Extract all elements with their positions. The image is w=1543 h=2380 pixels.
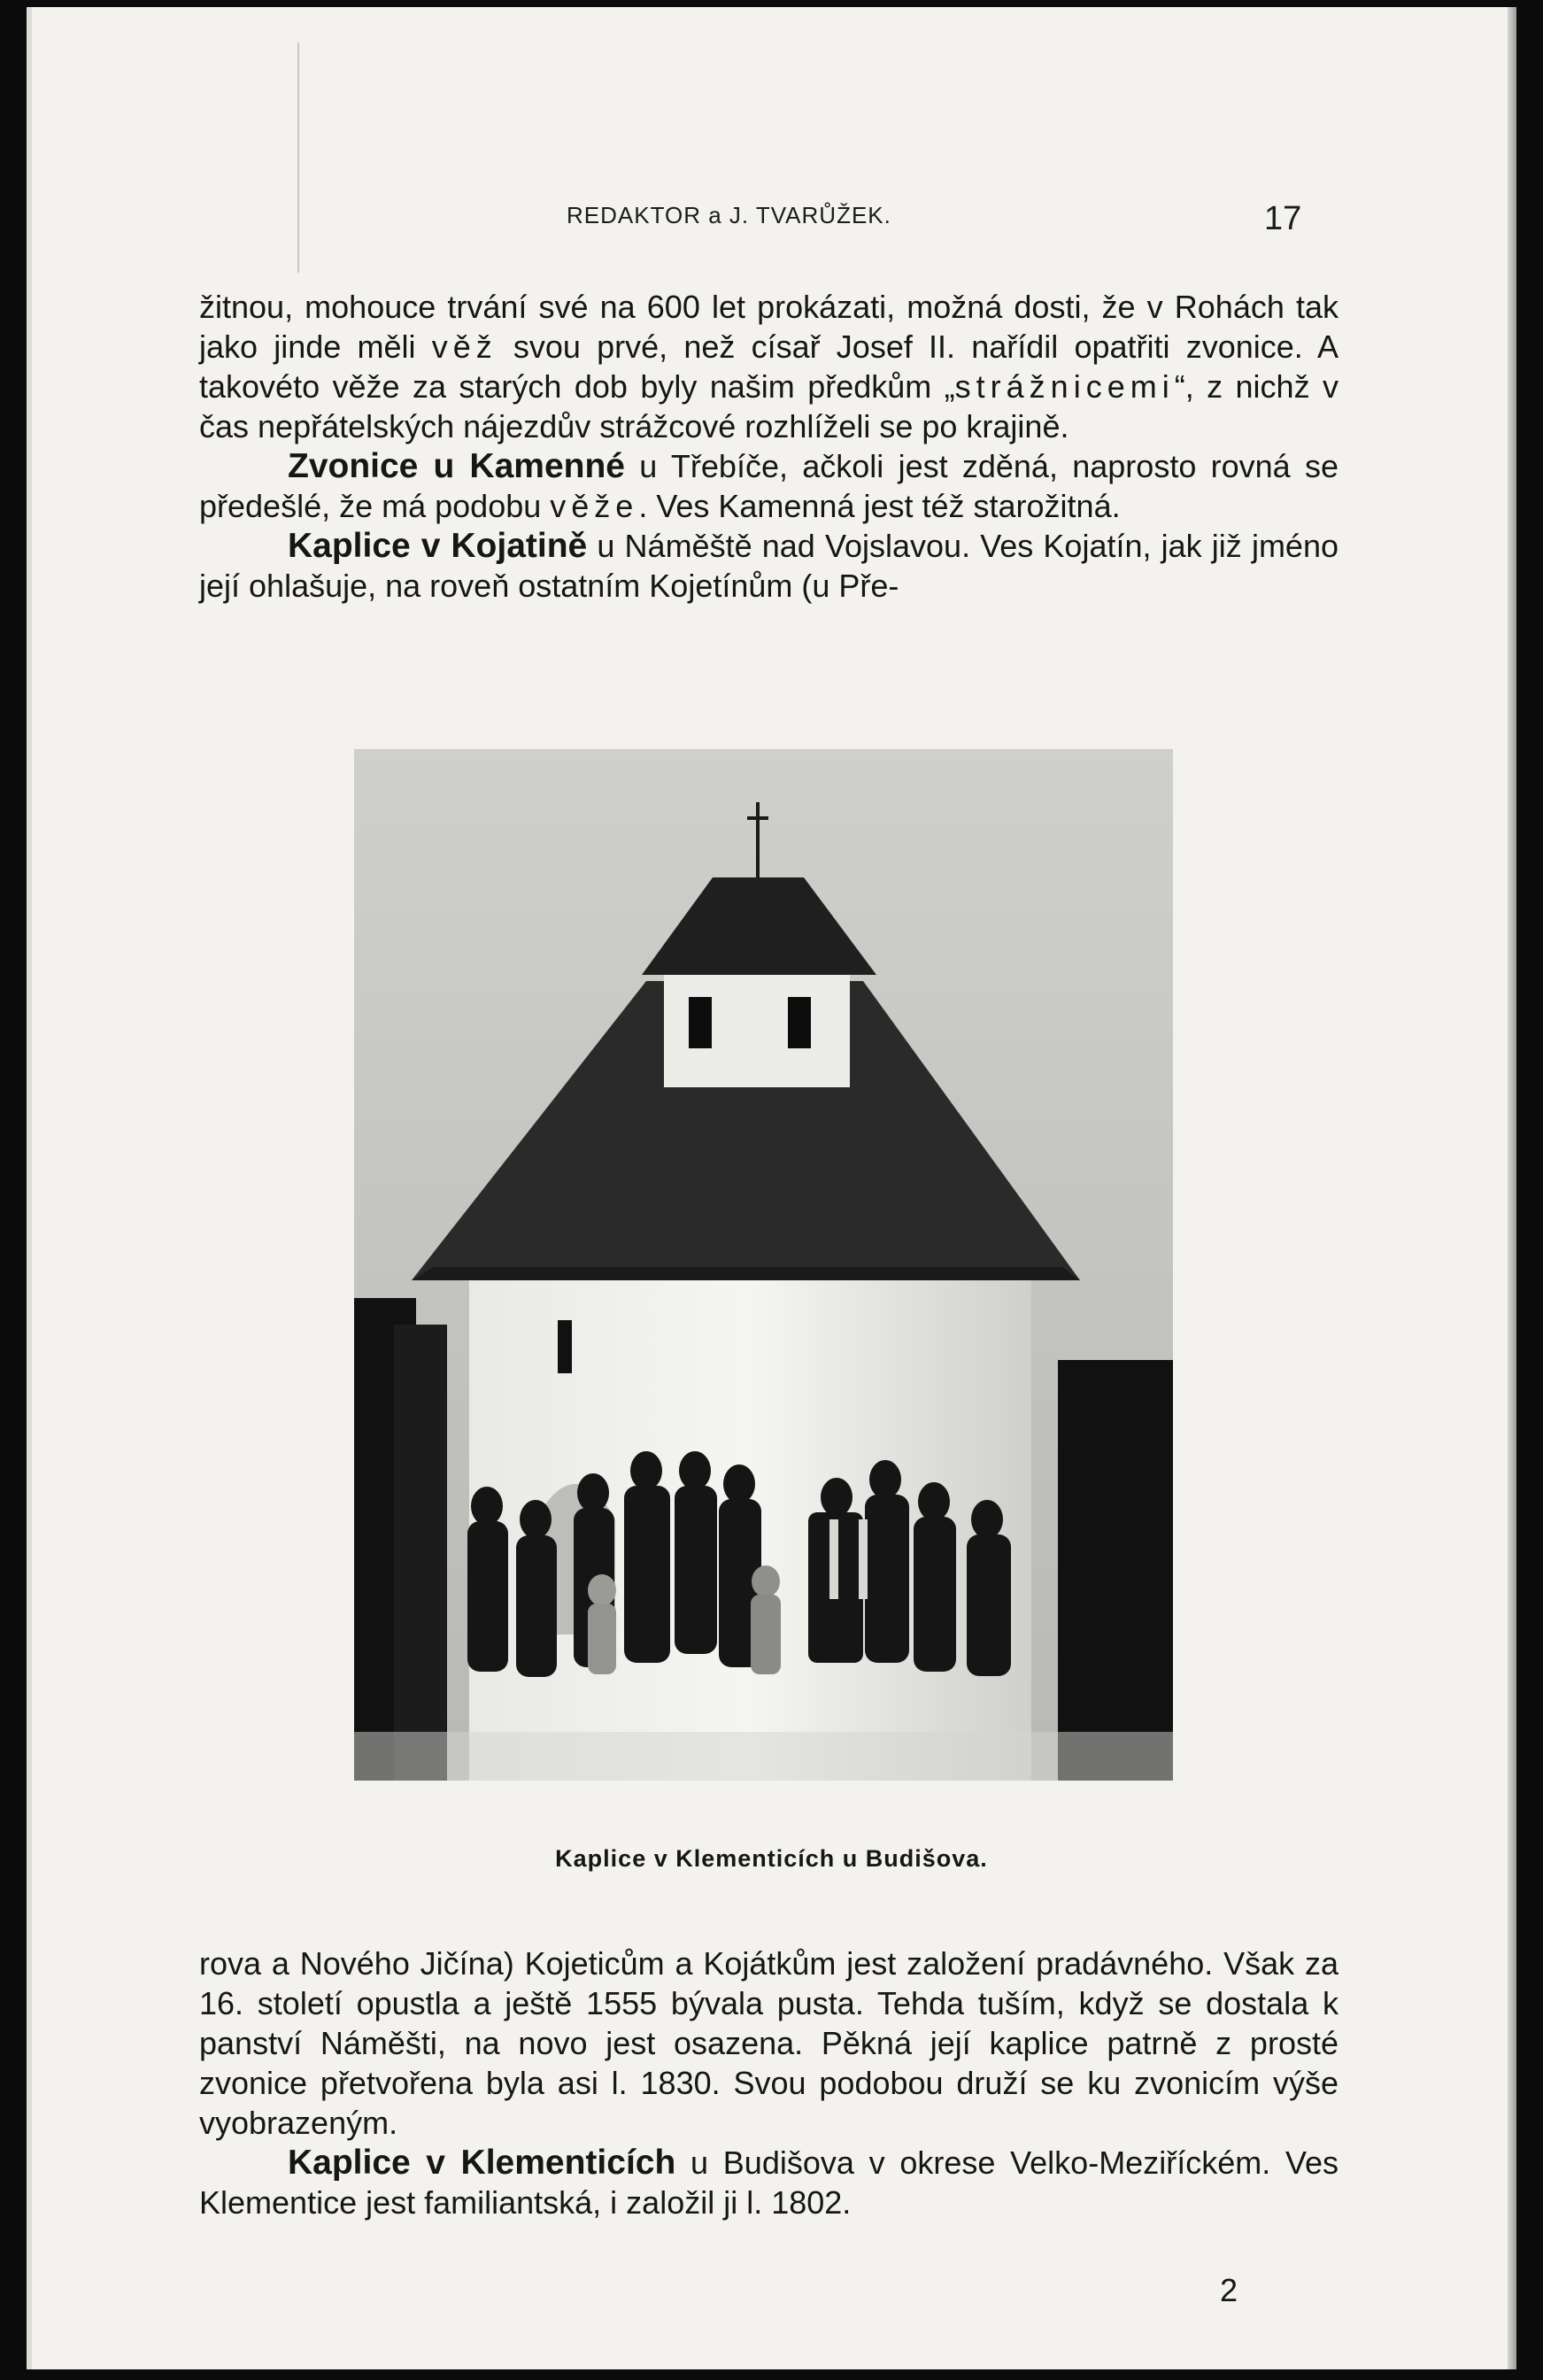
text-block-bottom bbox=[199, 1943, 1339, 2222]
turret-window-left bbox=[689, 997, 712, 1048]
heading-kaplice-v-kojatine: Kaplice v Kojatině bbox=[288, 527, 588, 565]
page-left-edge bbox=[27, 7, 32, 2369]
white-shirt-right bbox=[859, 1519, 868, 1599]
right-tree-silhouette bbox=[1058, 1360, 1173, 1781]
emphasis-veze: věže bbox=[550, 488, 639, 524]
signature-mark: 2 bbox=[1220, 2272, 1238, 2308]
paragraph-3: Kaplice v Kojatině u Náměště nad Vojslavou. Ves Kojatín, jak již jméno její ohlašuje, na roveň ostatním Kojetínům (u Pře- bbox=[199, 527, 1339, 604]
text-block-top bbox=[199, 287, 1339, 606]
heading-zvonice-u-kamenne: Zvonice u Kamenné bbox=[288, 447, 625, 485]
heading-kaplice-v-klementicich: Kaplice v Klementicích bbox=[288, 2144, 676, 2182]
scanned-page bbox=[27, 7, 1516, 2369]
paragraph-1: žitnou, mohouce trvání své na 600 let prokázati, možná dosti, že v Rohách tak jako jinde měli věž svou prvé, než císař Josef II. nařídil opatřiti zvonice. A takovéto věže za starých dob byly našim předkům „strážnicemi“, z nichž v čas nepřátelských nájezdův strážcové rozhlíželi se po krajině. bbox=[199, 289, 1339, 444]
pencil-mark bbox=[297, 42, 299, 273]
paragraph-5: Kaplice v Klementicích u Budišova v okrese Velko-Meziříckém. Ves Klementice jest familiantská, i založil ji l. 1802. bbox=[199, 2144, 1339, 2221]
child-body bbox=[751, 1595, 781, 1674]
emphasis-straznicemi: strážnicemi bbox=[954, 368, 1175, 405]
chapel-photo-illustration bbox=[354, 749, 1173, 1781]
child-figure-left bbox=[588, 1574, 616, 1606]
left-hedge bbox=[394, 1325, 447, 1781]
paragraph-4: rova a Nového Jičína) Kojeticům a Kojátkům jest založení pradávného. Však za 16. století opustla a ještě 1555 bývala pusta. Tehda tuším, když se dostala k panství Náměšti, na novo jest osazena. Pěkná její kaplice patrně z prosté zvonice přetvořena byla asi l. 1830. Svou podobou druží se ku zvonicím výše vyobrazeným. bbox=[199, 1945, 1339, 2141]
running-head: REDAKTOR a J. TVARŮŽEK. bbox=[567, 202, 891, 228]
emphasis-vez: věž bbox=[431, 328, 498, 365]
figure-caption: Kaplice v Klementicích u Budišova. bbox=[555, 1845, 988, 1872]
white-shirt bbox=[829, 1519, 838, 1599]
child-figure bbox=[752, 1565, 780, 1597]
paragraph-2: Zvonice u Kamenné u Třebíče, ačkoli jest zděná, naprosto rovná se předešlé, že má podobu věže. Ves Kamenná jest též starožitná. bbox=[199, 447, 1339, 524]
turret-window-right bbox=[788, 997, 811, 1048]
page-right-edge bbox=[1508, 7, 1516, 2369]
child-body-left bbox=[588, 1603, 616, 1674]
wall-window-slit bbox=[558, 1320, 572, 1373]
ground bbox=[354, 1732, 1173, 1781]
page-number: 17 bbox=[1264, 200, 1302, 237]
roof-eave bbox=[412, 1267, 1080, 1280]
chapel-photograph bbox=[354, 749, 1173, 1781]
